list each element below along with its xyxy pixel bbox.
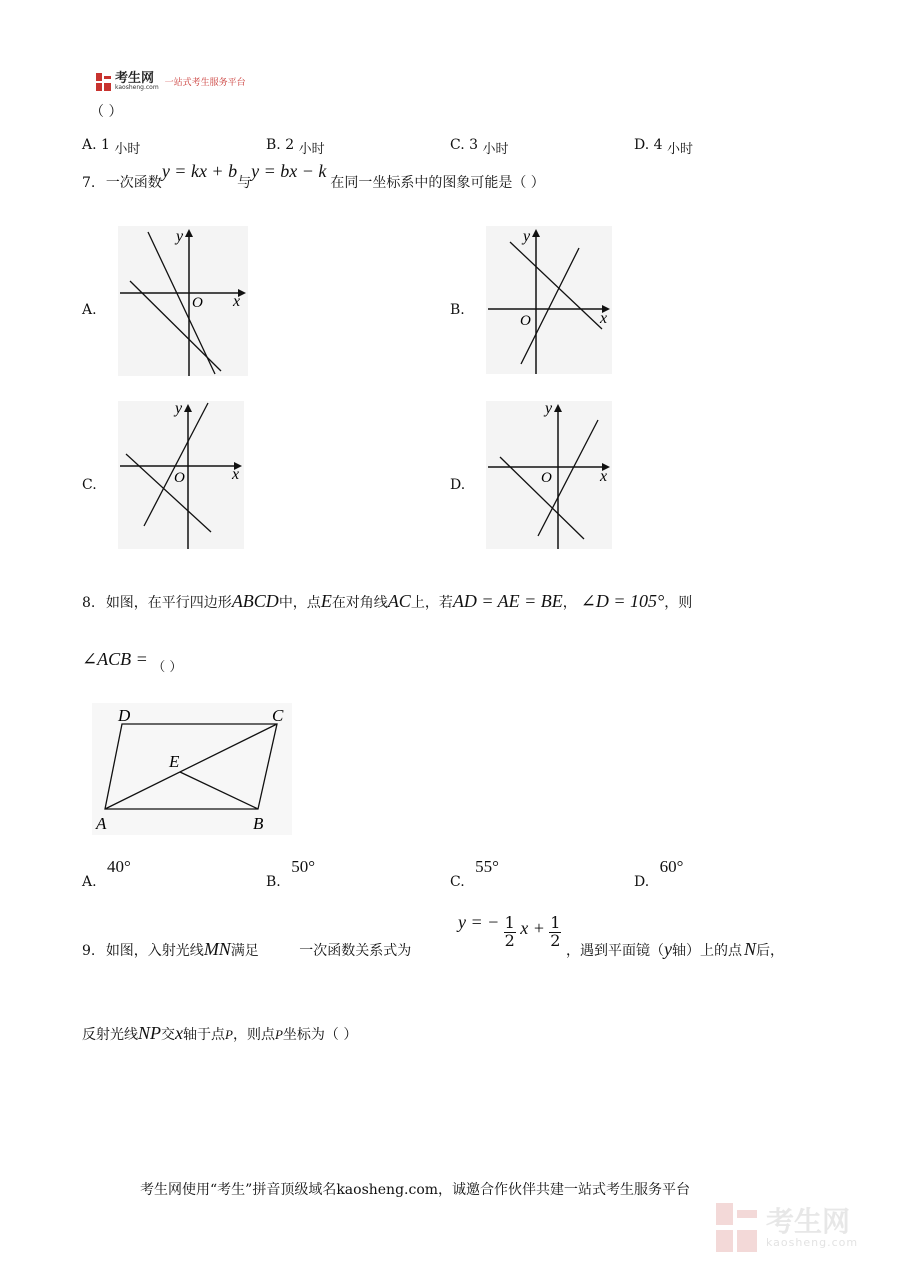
- q7-graph-b-letter: B.: [450, 302, 465, 318]
- kaosheng-logo-icon: [96, 73, 112, 91]
- q8-parallelogram-figure: [92, 703, 292, 835]
- q6-option-d: D. 4 小时: [634, 137, 694, 157]
- q7-graph-d-y-label: y: [545, 401, 553, 417]
- watermark-logo: [716, 1203, 858, 1253]
- q9-fraction-1: $\frac{1}{2}$: [504, 913, 515, 950]
- q7-graph-d-x-label: x: [600, 468, 608, 485]
- q8-option-c: C. 55°: [450, 857, 499, 890]
- logo-slogan: 一站式考生服务平台: [164, 78, 246, 88]
- q7-graph-d: [486, 401, 612, 549]
- watermark-name: 考生网: [766, 1204, 851, 1238]
- watermark-domain: kaosheng.com: [766, 1235, 859, 1249]
- q7-graph-c-letter: C.: [82, 477, 97, 493]
- q7-graph-d-origin: O: [541, 470, 552, 486]
- q7-graph-c-x-label: x: [232, 466, 240, 483]
- kaosheng-watermark-icon: [716, 1203, 760, 1253]
- footer-text: 考生网使用“考生”拼音顶级域名kaosheng.com，诚邀合作伙伴共建一站式考生服务平台: [140, 1182, 691, 1198]
- q6-option-c: C. 3 小时: [450, 137, 509, 157]
- q6-option-b: B. 2 小时: [266, 137, 325, 157]
- q7-stem: 7. 一次函数y = kx + b与y = bx − k在同一坐标系中的图象可能是（ ）: [82, 161, 545, 191]
- q9-stem-line1-tail: ，遇到平面镜（y轴）上的点 N后，: [566, 939, 785, 959]
- q7-graph-a-y-label: y: [176, 228, 184, 245]
- q7-graph-b-origin: O: [520, 313, 531, 329]
- q7-graph-b: [486, 226, 612, 374]
- q9-fraction-2: $\frac{1}{2}$: [550, 913, 561, 950]
- q7-graph-b-y-label: y: [523, 228, 531, 245]
- q8-label-e: E: [169, 752, 180, 771]
- q7-graph-c-origin: O: [174, 470, 185, 486]
- q9-stem-line2: 反射光线NP交x轴于点P，则点P坐标为（ ）: [82, 1023, 358, 1043]
- q8-option-b: B. 50°: [266, 857, 316, 890]
- q8-stem-line2: ∠ACB = （ ）: [82, 649, 183, 675]
- q8-label-b: B: [253, 814, 264, 833]
- q8-label-a: A: [96, 814, 107, 833]
- q9-equation: y = − $\frac{1}{2}$ x + $\frac{1}{2}$: [458, 912, 561, 950]
- q7-graph-c: [118, 401, 244, 549]
- q8-label-c: C: [272, 706, 284, 725]
- q9-stem-line1: 9. 如图，入射光线MN满足 一次函数关系式为: [82, 939, 412, 959]
- q6-option-a: A. 1 小时: [82, 137, 141, 157]
- q7-graph-a-origin: O: [192, 295, 203, 311]
- q6-paren: （ ）: [90, 104, 123, 120]
- logo-domain: kaosheng.com: [115, 84, 159, 91]
- logo-name: 考生网: [115, 71, 155, 86]
- q7-graph-a-letter: A.: [82, 302, 97, 318]
- q7-graph-a: [118, 226, 248, 376]
- q7-graph-c-y-label: y: [175, 401, 183, 417]
- q8-option-d: D. 60°: [634, 857, 684, 890]
- header-logo: [96, 72, 246, 91]
- q8-option-a: A. 40°: [82, 857, 131, 890]
- q8-label-d: D: [118, 706, 131, 725]
- q7-graph-d-letter: D.: [450, 477, 466, 493]
- q7-graph-b-x-label: x: [600, 310, 608, 327]
- q8-stem-line1: 8. 如图，在平行四边形ABCD中，点E在对角线AC上，若AD = AE = BE， ∠D = 105°，则: [82, 591, 693, 611]
- q7-graph-a-x-label: x: [233, 293, 241, 310]
